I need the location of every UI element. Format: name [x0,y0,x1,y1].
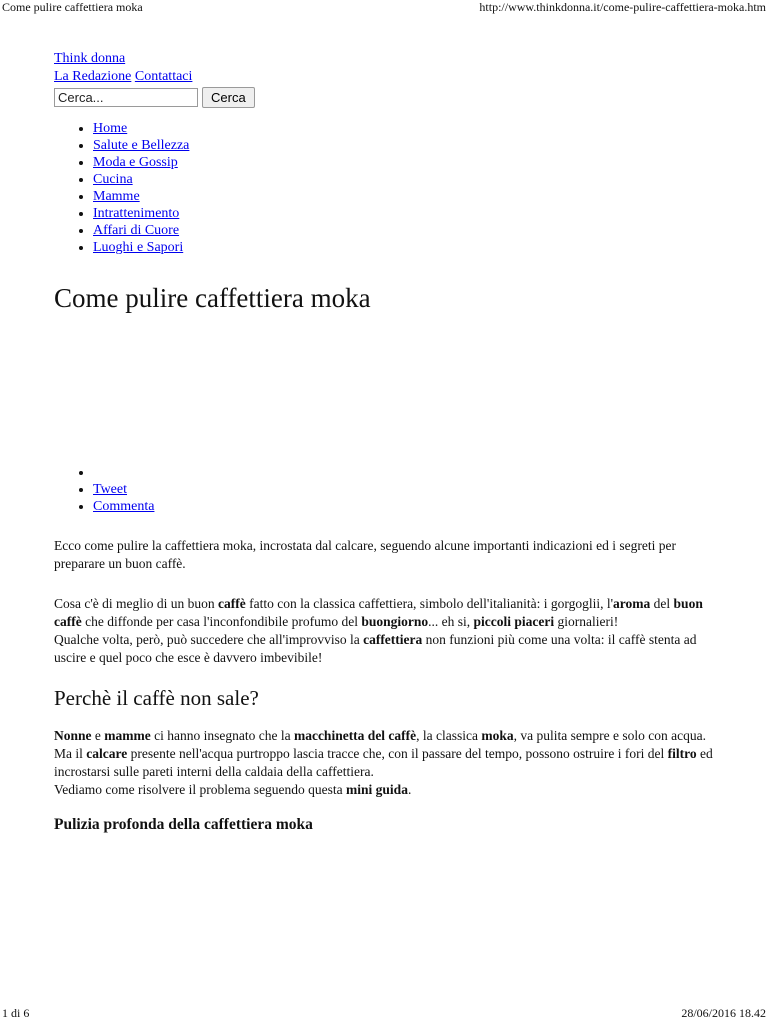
bold-text: calcare [86,746,128,761]
site-title [54,50,714,68]
paragraph-guida: Vediamo come risolvere il problema seguendo questa mini guida. [54,782,412,797]
commenta-link[interactable]: Commenta [93,499,155,514]
nav-item-intrattenimento [93,205,714,222]
search-input[interactable] [54,88,198,107]
bold-text: caffè [218,596,246,611]
search-form [54,87,714,108]
paragraph-nonne: Nonne e mamme ci hanno insegnato che la macchinetta del caffè, la classica moka, va pulita sempre e solo con acqua. [54,728,706,743]
nav-link-intrattenimento[interactable]: Intrattenimento [93,206,180,221]
nav-item-luoghi [93,239,714,256]
bold-text: Nonne [54,728,92,743]
top-links [54,68,714,85]
bold-text: caffettiera [363,632,423,647]
nav-link-home[interactable]: Home [93,121,128,136]
bold-text: piccoli piaceri [473,614,555,629]
bold-text: moka [481,728,514,743]
bold-text: aroma [613,596,651,611]
bold-text: buongiorno [361,614,429,629]
print-page-url: http://www.thinkdonna.it/come-pulire-caffettiera-moka.htm [479,0,766,14]
nav-item-home [93,120,714,137]
social-item-tweet [93,481,714,498]
nav-link-cucina[interactable]: Cucina [93,172,133,187]
print-date: 28/06/2016 18.42 [681,1006,766,1020]
ad-placeholder [54,314,714,464]
social-links [54,464,714,515]
nav-item-affari [93,222,714,239]
section-heading: Perchè il caffè non sale? [54,686,259,710]
nav-link-mamme[interactable]: Mamme [93,189,140,204]
print-page-number: 1 di 6 [2,1006,30,1020]
bold-text: buon caffè [54,596,703,629]
article-title: Come pulire caffettiera moka [54,283,371,313]
page-content [54,50,714,835]
nav-item-salute [93,137,714,154]
bold-text: mini guida [346,782,408,797]
nav-link-salute[interactable]: Salute e Bellezza [93,138,190,153]
main-nav [54,120,714,256]
bold-text: mamme [104,728,151,743]
paragraph-calcare: Ma il calcare presente nell'acqua purtroppo lascia tracce che, con il passare del tempo, possono ostruire i fori del filtro ed incrostarsi sulle pareti interni della caldaia della caffettiera. [54,746,713,779]
nav-item-moda [93,154,714,171]
social-item-empty [93,464,714,481]
print-page-title: Come pulire caffettiera moka [2,0,143,14]
article-intro: Ecco come pulire la caffettiera moka, incrostata dal calcare, seguendo alcune importanti indicazioni ed i segreti per preparare un buon caffè. [54,538,676,571]
subsection-heading: Pulizia profonda della caffettiera moka [54,816,313,833]
redazione-link[interactable]: La Redazione [54,69,132,84]
nav-link-moda[interactable]: Moda e Gossip [93,155,178,170]
social-item-commenta [93,498,714,515]
bold-text: macchinetta del caffè [293,728,417,743]
nav-item-cucina [93,171,714,188]
nav-item-mamme [93,188,714,205]
contattaci-link[interactable]: Contattaci [134,69,193,84]
search-button[interactable]: Cerca [202,87,255,108]
print-header [0,0,768,16]
article-body-1 [54,595,714,667]
bold-text: filtro [667,746,697,761]
tweet-link[interactable]: Tweet [93,482,128,497]
article-body-2 [54,727,714,799]
print-footer [0,1006,768,1022]
nav-link-luoghi[interactable]: Luoghi e Sapori [93,240,184,255]
paragraph-caffe: Cosa c'è di meglio di un buon caffè fatto con la classica caffettiera, simbolo dell'italianità: i gorgoglii, l'aroma del buon caffè che diffonde per casa l'inconfondibile profumo del buongiorno... eh si, piccoli piaceri giornalieri! [54,596,703,629]
nav-link-affari[interactable]: Affari di Cuore [93,223,180,238]
paragraph-caffettiera: Qualche volta, però, può succedere che all'improvviso la caffettiera non funzioni più come una volta: il caffè stenta ad uscire e quel poco che esce è davvero imbevibile! [54,632,697,665]
site-title-link[interactable]: Think donna [54,51,126,66]
